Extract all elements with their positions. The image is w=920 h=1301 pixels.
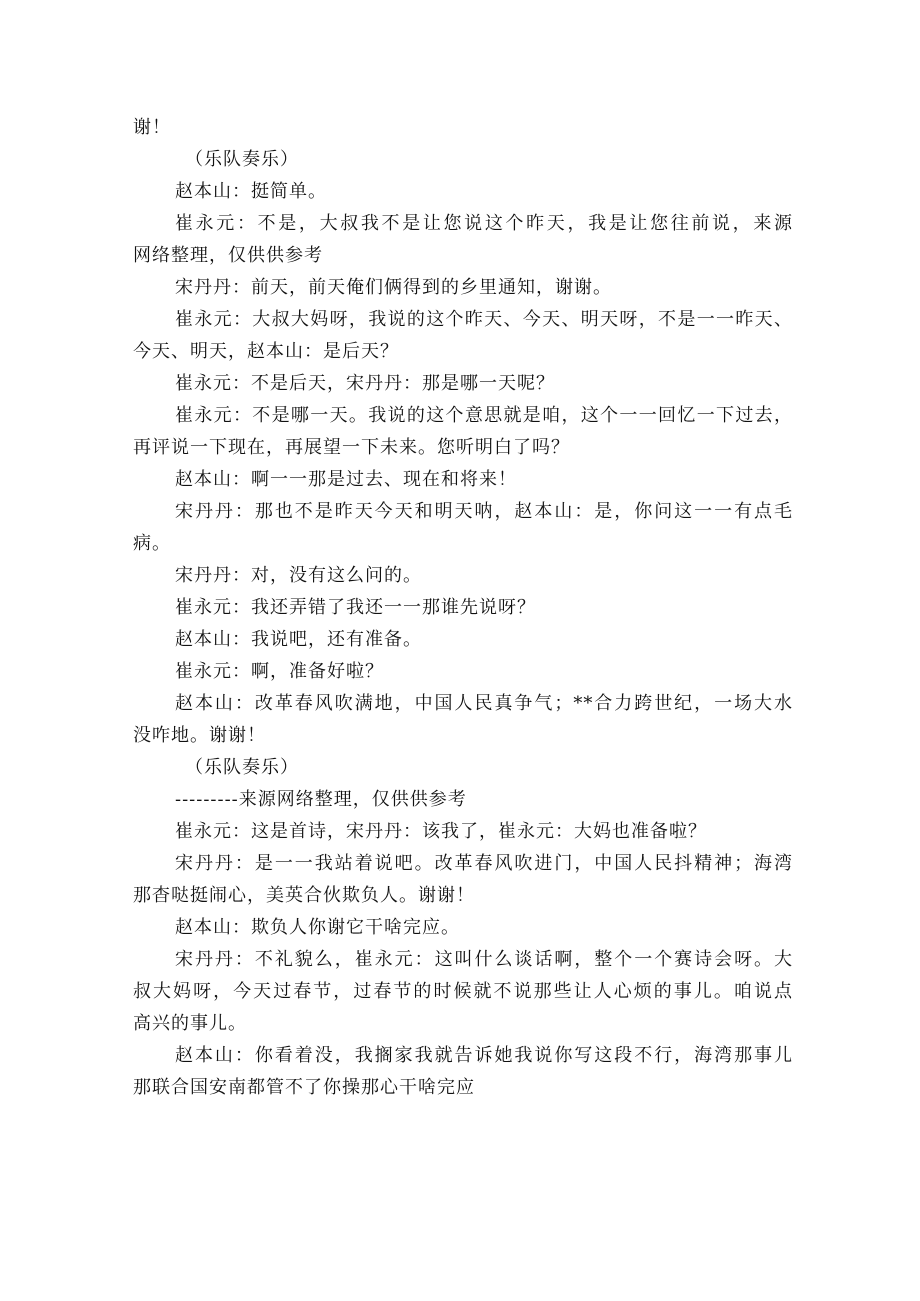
text-line: 赵本山：你看着没，我搁家我就告诉她我说你写这段不行，海湾那事儿 — [175, 1045, 793, 1066]
text-line: 宋丹丹：前天，前天俺们俩得到的乡里通知，谢谢。 — [175, 277, 612, 298]
dialogue-text — [133, 112, 793, 1104]
text-line: 那杳哒挺闹心，美英合伙欺负人。谢谢！ — [133, 885, 475, 906]
text-line: 崔永元：啊，准备好啦？ — [175, 661, 384, 682]
text-line: 宋丹丹：那也不是昨天今天和明天呐，赵本山：是，你问这一一有点毛 — [175, 501, 793, 522]
text-line: 今天、明天，赵本山：是后天？ — [133, 341, 399, 362]
text-line: 再评说一下现在，再展望一下未来。您听明白了吗？ — [133, 437, 570, 458]
text-line: 叔大妈呀，今天过春节，过春节的时候就不说那些让人心烦的事儿。咱说点 — [133, 981, 793, 1002]
text-line: （乐队奏乐） — [185, 757, 299, 778]
text-line: 赵本山：改革春风吹满地，中国人民真争气；**合力跨世纪，一场大水 — [175, 693, 793, 714]
text-line: 赵本山：挺简单。 — [175, 181, 327, 202]
text-line: 高兴的事儿。 — [133, 1013, 247, 1034]
text-line: 病。 — [133, 533, 171, 554]
text-line: 那联合国安南都管不了你操那心干啥完应 — [133, 1077, 475, 1098]
text-line: ---------来源网络整理，仅供供参考 — [175, 789, 467, 810]
text-line: 谢！ — [133, 117, 171, 138]
text-line: 宋丹丹：是一一我站着说吧。改革春风吹进门，中国人民抖精神；海湾 — [175, 853, 793, 874]
text-line: 赵本山：啊一一那是过去、现在和将来！ — [175, 469, 517, 490]
text-line: 赵本山：欺负人你谢它干啥完应。 — [175, 917, 460, 938]
text-line: 崔永元：不是哪一天。我说的这个意思就是咱，这个一一回忆一下过去， — [175, 405, 793, 426]
text-line: 崔永元：这是首诗，宋丹丹：该我了，崔永元：大妈也准备啦？ — [175, 821, 707, 842]
text-line: 崔永元：大叔大妈呀，我说的这个昨天、今天、明天呀，不是一一昨天、 — [175, 309, 793, 330]
text-line: 崔永元：不是后天，宋丹丹：那是哪一天呢？ — [175, 373, 555, 394]
text-line: 宋丹丹：对，没有这么问的。 — [175, 565, 422, 586]
text-line: 没咋地。谢谢！ — [133, 725, 266, 746]
text-line: 宋丹丹：不礼貌么，崔永元：这叫什么谈话啊，整个一个赛诗会呀。大 — [175, 949, 793, 970]
text-line: 网络整理，仅供供参考 — [133, 245, 323, 266]
text-line: 崔永元：我还弄错了我还一一那谁先说呀？ — [175, 597, 536, 618]
text-line: 赵本山：我说吧，还有准备。 — [175, 629, 422, 650]
text-line: 崔永元：不是，大叔我不是让您说这个昨天，我是让您往前说，来源 — [175, 213, 793, 234]
text-line: （乐队奏乐） — [185, 149, 299, 170]
